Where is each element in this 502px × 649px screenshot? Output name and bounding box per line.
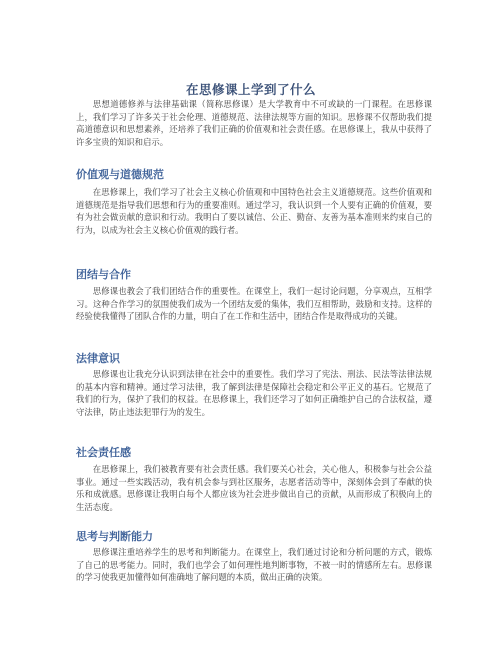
section-body-teamwork: 思修课也教会了我们团结合作的重要性。在课堂上，我们一起讨论问题，分享观点，互相学习。这种合作学习的氛围使我们成为一个团结友爱的集体，我们互相帮助，鼓励和支持。这样的经验使我懂得了团队合作的力量，明白了在工作和生活中，团结合作是取得成功的关键。 xyxy=(76,286,432,322)
intro-paragraph: 思想道德修养与法律基础课（简称思修课）是大学教育中不可或缺的一门课程。在思修课上，我们学习了许多关于社会伦理、道德规范、法律法规等方面的知识。思修课不仅帮助我们提高道德意识和思想素养，还培养了我们正确的价值观和社会责任感。在思修课上，我从中获得了许多宝贵的知识和启示。 xyxy=(76,99,432,147)
section-heading-thinking: 思考与判断能力 xyxy=(76,530,153,543)
section-heading-responsibility: 社会责任感 xyxy=(76,446,131,459)
section-heading-values: 价值观与道德规范 xyxy=(76,168,164,181)
section-heading-teamwork: 团结与合作 xyxy=(76,268,131,281)
section-body-values: 在思修课上，我们学习了社会主义核心价值观和中国特色社会主义道德规范。这些价值观和道德规范是指导我们思想和行为的重要准则。通过学习，我认识到一个人要有正确的价值观，要有为社会做贡献的意识和行动。我明白了要以诚信、公正、勤奋、友善为基本准则来约束自己的行为，以成为社会主义核心价值观的践行者。 xyxy=(76,187,432,235)
section-heading-law: 法律意识 xyxy=(76,352,120,365)
section-body-responsibility: 在思修课上，我们被教育要有社会责任感。我们要关心社会，关心他人，积极参与社会公益事业。通过一些实践活动，我有机会参与到社区服务，志愿者活动等中，深刻体会到了奉献的快乐和成就感。思修课让我明白每个人都应该为社会进步做出自己的贡献，从而形成了积极向上的生活态度。 xyxy=(76,464,432,512)
page-title: 在思修课上学到了什么 xyxy=(185,82,316,97)
section-body-thinking: 思修课注重培养学生的思考和判断能力。在课堂上，我们通过讨论和分析问题的方式，锻炼了自己的思考能力。同时，我们也学会了如何理性地判断事物，不被一时的情感所左右。思修课的学习使我更加懂得如何准确地了解问题的本质，做出正确的决策。 xyxy=(76,547,432,583)
section-body-law: 思修课也让我充分认识到法律在社会中的重要性。我们学习了宪法、刑法、民法等法律法规的基本内容和精神。通过学习法律，我了解到法律是保障社会稳定和公平正义的基石。它规范了我们的行为，保护了我们的权益。在思修课上，我们还学习了如何正确维护自己的合法权益，遵守法律，防止违法犯罪行为的发生。 xyxy=(76,369,432,417)
